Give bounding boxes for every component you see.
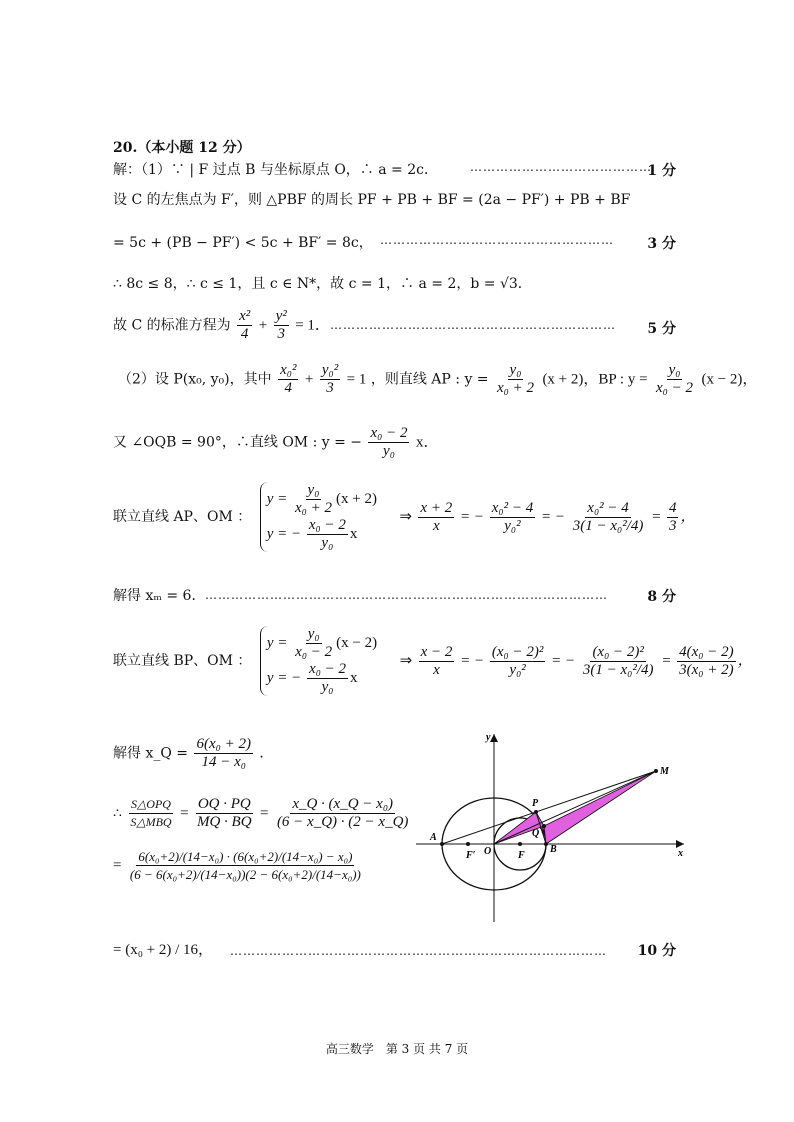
part2-line2-tail: x． [415, 434, 439, 451]
leader-dots: ……………………………………………… [380, 233, 614, 247]
part2-line1-prefix: （2）设 P(x₀, y₀)，其中 [118, 371, 272, 388]
part2-xq: 解得 x_Q = $\frac{\text{6(x₀ + 2)}}{\text{14 − x₀}}$ ． [113, 736, 274, 770]
part1-line2: 设 C 的左焦点为 F′，则 △PBF 的周长 PF + PB + BF = (2a − PF′) + PB + BF [113, 192, 631, 208]
point-p [534, 810, 538, 814]
point-f-prime [466, 842, 470, 846]
ellipse-term-y: $\frac{\text{y²}}{3}$ [275, 308, 287, 342]
point-f [518, 842, 522, 846]
leader-dots: …………………………………… [470, 160, 652, 174]
sys2-eq1-tail: (x − 2) [336, 635, 378, 651]
point-q [542, 824, 546, 828]
part1-line3: = 5c + (PB − PF′) < 5c + BF′ = 8c， [113, 235, 373, 251]
ellipse-term-x: $\frac{\text{x²}}{4}$ [239, 308, 251, 342]
triangle-mbq [544, 771, 656, 844]
geometry-figure [412, 728, 688, 924]
implies-2: ⇒ [399, 653, 413, 670]
page-footer: 高三数学 第 3 页 共 7 页 [325, 1042, 469, 1056]
sys2-brace: y = $\frac{\text{y₀}}{\text{x₀ − 2}}$ (x − 2) y = − $\frac{\text{x₀ − 2}}{\text{y₀}}$ x [260, 626, 377, 696]
slope-om: $\frac{\text{x₀ − 2}}{\text{y₀}}$ [370, 425, 408, 459]
part1-line5-prefix: 故 C 的标准方程为 [113, 317, 231, 334]
sys2-result: $\frac{x - 2}{x}$ = − $\frac{\text{(x₀ − 2)²}}{\text{y₀²}}$ = − $\frac{\text{(x₀ − 2)²}}{\text{3(1 − x₀²/4)}}$ = $\frac{\text{4(x₀ − 2)}}{\text{3(x₀ + 2)}}$ ， [420, 643, 753, 678]
implies-1: ⇒ [399, 509, 412, 526]
problem-header: 20.（本小题 12 分） [113, 140, 251, 156]
part2-xm: 解得 xₘ = 6． [113, 588, 206, 604]
leader-dots: …………………………………………………………………………… [230, 944, 607, 958]
part2-score-8: 8 分 [647, 589, 676, 605]
label-q: Q [532, 828, 540, 839]
x-axis-arrow [676, 840, 684, 848]
xq-prefix: 解得 x_Q = [113, 745, 189, 762]
part1-line1: 解：（1）∵ | F 过点 B 与坐标原点 O，∴ a = 2c． [113, 162, 438, 178]
label-m: M [660, 766, 669, 777]
sys1-brace: y = $\frac{\text{y₀}}{\text{x₀ + 2}}$ (x + 2) y = − $\frac{\text{x₀ − 2}}{\text{y₀}}$ x [260, 482, 377, 552]
label-f-prime: F′ [466, 850, 476, 861]
frac-y0sq-3: $\frac{\text{y₀²}}{3}$ [321, 362, 339, 396]
system-bp-om [113, 626, 753, 696]
ratio-prefix: ∴ [113, 805, 122, 822]
part1-score-5: 5 分 [647, 321, 676, 337]
line-om [494, 771, 656, 844]
part2-line1-bp-tail: (x − 2)， [701, 371, 758, 388]
xq-value: $\frac{\text{6(x₀ + 2)}}{\text{14 − x₀}}$ [196, 736, 251, 770]
sys1-eq2-tail: x [349, 526, 358, 543]
y-axis-arrow [490, 734, 498, 742]
part2-line1: （2）设 P(x₀, y₀)，其中 $\frac{\text{x₀²}}{4}$ + $\frac{\text{y₀²}}{3}$ = 1 ，则直线 AP : y = $\frac{\text{y₀}}{\text{x₀ + 2}}$ (x + 2)，BP : y = $\frac{\text{y₀}}{\text{x₀ − 2}}$ (x − 2)， [118, 362, 758, 396]
part1-score-1: 1 分 [647, 163, 676, 179]
part2-line2-prefix: 又 ∠OQB = 90°，∴直线 OM : y = − [113, 434, 363, 451]
point-a [440, 842, 444, 846]
part1-line5: 故 C 的标准方程为 $\frac{\text{x²}}{4}$ + $\frac{\text{y²}}{3}$ = 1． [113, 308, 330, 342]
sys1-label: 联立直线 AP、OM ： [113, 509, 252, 526]
label-a: A [430, 832, 437, 843]
part1-score-3: 3 分 [647, 236, 676, 252]
system-ap-om [113, 482, 696, 552]
slope-bp: $\frac{\text{y₀}}{\text{x₀ − 2}}$ [656, 362, 694, 396]
point-b [544, 842, 548, 846]
sys2-eq2-tail: x [350, 670, 358, 687]
slope-ap: $\frac{\text{y₀}}{\text{x₀ + 2}}$ [496, 362, 534, 396]
point-m [654, 769, 658, 773]
leader-dots: ………………………………………………………… [330, 318, 616, 332]
label-f: F [518, 850, 525, 861]
final-result: = (x₀ + 2) / 16， [113, 942, 214, 958]
label-x: x [678, 848, 683, 859]
label-b: B [550, 844, 557, 855]
label-o: O [484, 846, 492, 857]
part2-line1-ap-tail: (x + 2)，BP : y = [542, 371, 648, 388]
frac-x0sq-4: $\frac{\text{x₀²}}{4}$ [280, 362, 297, 396]
area-ratio: ∴ $\frac{\text{S△OPQ}}{\text{S△MBQ}}$ = $\frac{OQ \cdot PQ}{MQ \cdot BQ}$ = $\frac{\text{x\_Q · (x\_Q − x₀)}}{(6 - x\_Q) \cdot (2 - x\_Q)}$ [113, 796, 409, 830]
sys2-label: 联立直线 BP、OM ： [113, 653, 252, 670]
leader-dots: ………………………………………………………………………………… [205, 588, 608, 602]
part2-line2 [113, 425, 438, 460]
sys1-result: $\frac{x + 2}{x}$ = − $\frac{\text{x₀² − 4}}{\text{y₀²}}$ = − $\frac{\text{x₀² − 4}}{\text{3(1 − x₀²/4)}}$ = $\frac{4}{3}$ ， [420, 499, 696, 534]
part2-line1-mid: ，则直线 AP : y = [370, 371, 489, 388]
sys1-eq1-tail: (x + 2) [335, 491, 377, 507]
ratio-substituted: = $\frac{\text{6(x₀+2)/(14−x₀) · (6(x₀+2)/(14−x₀) − x₀)}}{\text{(6 − 6(x₀+2)/(14−x₀))(2 − 6(x₀+2)/(14−x₀))}}$ [113, 849, 361, 882]
part1-line4: ∴ 8c ≤ 8，∴ c ≤ 1，且 c ∈ N*，故 c = 1，∴ a = 2，b = √3． [113, 276, 532, 292]
label-y: y [486, 732, 491, 743]
part2-score-10: 10 分 [637, 943, 676, 959]
label-p: P [532, 798, 539, 809]
